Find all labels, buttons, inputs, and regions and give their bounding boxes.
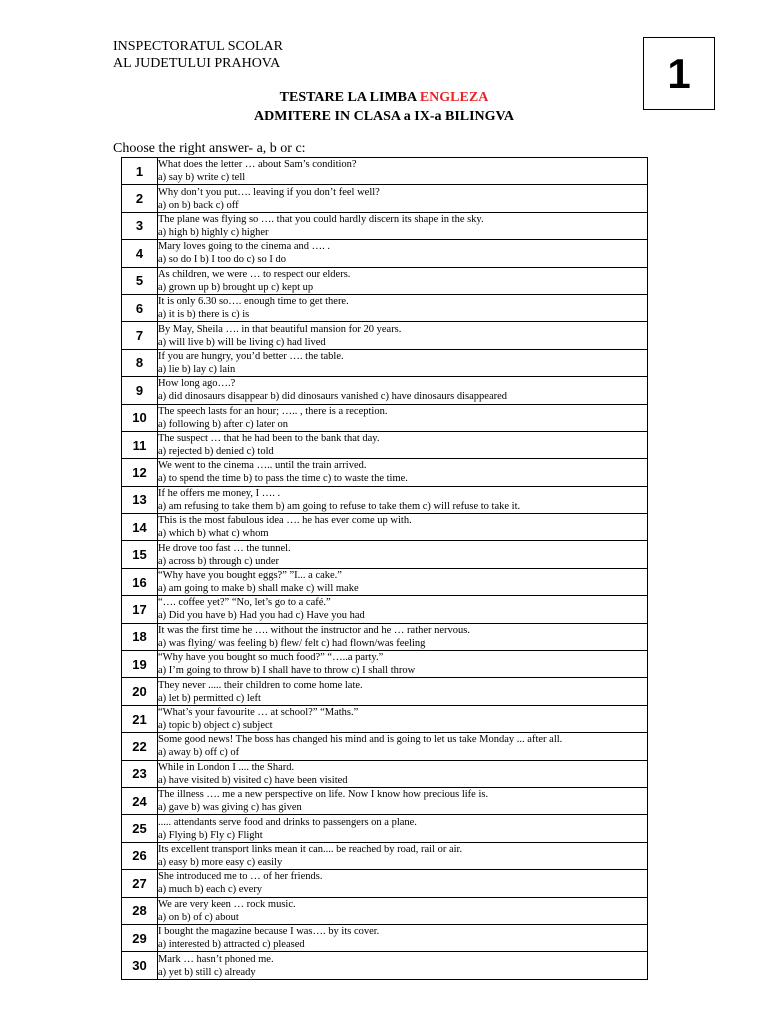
question-text: How long ago….? xyxy=(158,378,236,390)
question-row xyxy=(122,322,648,349)
answer-options: a) following b) after c) later on xyxy=(158,418,289,430)
institution-line-2: AL JUDETULUI PRAHOVA xyxy=(113,56,281,71)
question-cell xyxy=(158,733,648,760)
question-number: 15 xyxy=(122,541,158,568)
question-row xyxy=(122,596,648,623)
question-cell xyxy=(158,240,648,267)
question-row xyxy=(122,651,648,678)
answer-options: a) to spend the time b) to pass the time c) to waste the time. xyxy=(158,473,408,485)
question-text: ..... attendants serve food and drinks to passengers on a plane. xyxy=(158,816,417,828)
question-cell xyxy=(158,158,648,185)
question-row xyxy=(122,294,648,321)
question-row xyxy=(122,158,648,185)
question-row xyxy=(122,952,648,979)
question-row xyxy=(122,733,648,760)
question-row xyxy=(122,404,648,431)
question-number: 22 xyxy=(122,733,158,760)
title-accent: ENGLEZA xyxy=(419,90,489,105)
question-row xyxy=(122,623,648,650)
answer-options: a) it is b) there is c) is xyxy=(158,309,250,321)
answer-options: a) was flying/ was feeling b) flew/ felt c) had flown/was feeling xyxy=(158,637,426,649)
question-number: 29 xyxy=(122,924,158,951)
question-cell xyxy=(158,267,648,294)
title-line-1 xyxy=(0,89,768,106)
question-cell xyxy=(158,294,648,321)
question-number: 11 xyxy=(122,431,158,458)
question-text: Why don’t you put…. leaving if you don’t feel well? xyxy=(158,186,380,198)
answer-options: a) Did you have b) Had you had c) Have you had xyxy=(158,610,365,622)
answer-options: a) so do I b) I too do c) so I do xyxy=(158,254,287,266)
answer-options: a) grown up b) brought up c) kept up xyxy=(158,281,314,293)
answer-options: a) on b) back c) off xyxy=(158,199,239,211)
answer-options: a) am refusing to take them b) am going to refuse to take them c) will refuse to take it. xyxy=(158,500,521,512)
question-text: I bought the magazine because I was…. by its cover. xyxy=(158,926,380,938)
question-cell xyxy=(158,705,648,732)
question-cell xyxy=(158,322,648,349)
question-cell xyxy=(158,760,648,787)
question-cell xyxy=(158,185,648,212)
question-number: 27 xyxy=(122,870,158,897)
question-text: Mark … hasn’t phoned me. xyxy=(158,953,274,965)
question-number: 26 xyxy=(122,842,158,869)
question-row xyxy=(122,924,648,951)
question-text: They never ..... their children to come home late. xyxy=(158,679,363,691)
question-row xyxy=(122,541,648,568)
question-row xyxy=(122,349,648,376)
question-row xyxy=(122,760,648,787)
question-text: If he offers me money, I …. . xyxy=(158,487,281,499)
answer-options: a) rejected b) denied c) told xyxy=(158,446,274,458)
question-cell xyxy=(158,459,648,486)
question-row xyxy=(122,267,648,294)
question-text: “What’s your favourite … at school?” “Maths.” xyxy=(158,707,359,718)
question-number: 16 xyxy=(122,568,158,595)
question-cell xyxy=(158,678,648,705)
question-cell xyxy=(158,514,648,541)
question-number: 25 xyxy=(122,815,158,842)
question-cell xyxy=(158,404,648,431)
question-cell xyxy=(158,787,648,814)
answer-options: a) did dinosaurs disappear b) did dinosaurs vanished c) have dinosaurs disappeared xyxy=(158,391,508,403)
answer-options: a) have visited b) visited c) have been visited xyxy=(158,774,348,786)
question-text: The suspect … that he had been to the bank that day. xyxy=(158,433,380,445)
title-prefix: TESTARE LA LIMBA xyxy=(279,90,417,105)
question-number: 30 xyxy=(122,952,158,979)
question-text: Mary loves going to the cinema and …. . xyxy=(158,241,331,253)
question-list xyxy=(122,158,648,980)
answer-options: a) I’m going to throw b) I shall have to throw c) I shall throw xyxy=(158,665,416,677)
question-cell xyxy=(158,377,648,404)
question-text: It was the first time he …. without the instructor and he … rather nervous. xyxy=(158,624,471,636)
question-text: Its excellent transport links mean it can.... be reached by road, rail or air. xyxy=(158,843,463,855)
question-number: 21 xyxy=(122,705,158,732)
answer-options: a) say b) write c) tell xyxy=(158,172,246,184)
question-number: 2 xyxy=(122,185,158,212)
question-text: We are very keen … rock music. xyxy=(158,898,296,910)
question-cell xyxy=(158,349,648,376)
question-text: While in London I .... the Shard. xyxy=(158,761,295,773)
answer-options: a) Flying b) Fly c) Flight xyxy=(158,829,263,841)
answer-options: a) gave b) was giving c) has given xyxy=(158,802,302,814)
test-number-box: 1 xyxy=(643,37,715,110)
question-cell xyxy=(158,486,648,513)
question-cell xyxy=(158,924,648,951)
question-cell xyxy=(158,897,648,924)
question-text: He drove too fast … the tunnel. xyxy=(158,542,291,554)
question-row xyxy=(122,431,648,458)
answer-options: a) lie b) lay c) lain xyxy=(158,363,236,375)
question-number: 9 xyxy=(122,377,158,404)
question-number: 19 xyxy=(122,651,158,678)
answer-options: a) topic b) object c) subject xyxy=(158,720,273,731)
question-text: She introduced me to … of her friends. xyxy=(158,871,323,883)
answer-options: a) am going to make b) shall make c) will make xyxy=(158,583,359,595)
answer-options: a) much b) each c) every xyxy=(158,884,263,896)
question-number: 5 xyxy=(122,267,158,294)
question-number: 28 xyxy=(122,897,158,924)
question-row xyxy=(122,705,648,732)
institution-line-1: INSPECTORATUL SCOLAR xyxy=(113,39,283,54)
question-cell xyxy=(158,568,648,595)
answer-options: a) high b) highly c) higher xyxy=(158,226,269,238)
question-row xyxy=(122,240,648,267)
answer-options: a) on b) of c) about xyxy=(158,911,239,923)
question-text: The speech lasts for an hour; ….. , there is a reception. xyxy=(158,405,388,417)
question-row xyxy=(122,678,648,705)
question-cell xyxy=(158,870,648,897)
question-number: 3 xyxy=(122,212,158,239)
question-row xyxy=(122,459,648,486)
instructions: Choose the right answer- a, b or c: xyxy=(113,141,306,156)
question-row xyxy=(122,897,648,924)
question-cell xyxy=(158,651,648,678)
question-cell xyxy=(158,623,648,650)
question-row xyxy=(122,514,648,541)
question-text: The illness …. me a new perspective on life. Now I know how precious life is. xyxy=(158,789,489,801)
answer-options: a) which b) what c) whom xyxy=(158,528,269,540)
question-cell xyxy=(158,541,648,568)
question-text: If you are hungry, you’d better …. the table. xyxy=(158,350,344,362)
question-cell xyxy=(158,952,648,979)
question-text: The plane was flying so …. that you could hardly discern its shape in the sky. xyxy=(158,213,484,225)
question-number: 20 xyxy=(122,678,158,705)
question-table xyxy=(121,157,648,980)
question-text: By May, Sheila …. in that beautiful mansion for 20 years. xyxy=(158,323,402,335)
question-text: Some good news! The boss has changed his mind and is going to let us take Monday ... after all. xyxy=(158,734,563,746)
answer-options: a) yet b) still c) already xyxy=(158,966,256,978)
question-number: 13 xyxy=(122,486,158,513)
question-number: 7 xyxy=(122,322,158,349)
question-text: As children, we were … to respect our elders. xyxy=(158,268,351,280)
question-text: It is only 6.30 so…. enough time to get there. xyxy=(158,296,349,308)
title-line-2: ADMITERE IN CLASA a IX-a BILINGVA xyxy=(254,109,514,124)
question-number: 18 xyxy=(122,623,158,650)
question-number: 14 xyxy=(122,514,158,541)
question-row xyxy=(122,787,648,814)
question-number: 12 xyxy=(122,459,158,486)
question-number: 4 xyxy=(122,240,158,267)
question-cell xyxy=(158,212,648,239)
question-text: “Why have you bought eggs?” ”I... a cake.” xyxy=(158,570,342,582)
question-row xyxy=(122,815,648,842)
question-number: 10 xyxy=(122,404,158,431)
question-cell xyxy=(158,815,648,842)
question-number: 24 xyxy=(122,787,158,814)
answer-options: a) easy b) more easy c) easily xyxy=(158,856,283,868)
question-number: 1 xyxy=(122,158,158,185)
question-number: 17 xyxy=(122,596,158,623)
question-row xyxy=(122,842,648,869)
question-row xyxy=(122,870,648,897)
question-number: 6 xyxy=(122,294,158,321)
answer-options: a) will live b) will be living c) had lived xyxy=(158,336,326,348)
answer-options: a) interested b) attracted c) pleased xyxy=(158,939,305,951)
question-row xyxy=(122,568,648,595)
question-row xyxy=(122,212,648,239)
question-text: This is the most fabulous idea …. he has ever come up with. xyxy=(158,515,412,527)
answer-options: a) across b) through c) under xyxy=(158,555,279,567)
question-cell xyxy=(158,842,648,869)
question-row xyxy=(122,486,648,513)
question-row xyxy=(122,377,648,404)
question-row xyxy=(122,185,648,212)
question-cell xyxy=(158,596,648,623)
question-number: 23 xyxy=(122,760,158,787)
question-text: What does the letter … about Sam’s condition? xyxy=(158,159,357,171)
question-text: “…. coffee yet?” “No, let’s go to a café.” xyxy=(158,597,331,609)
question-text: “Why have you bought so much food?” “…..a party.” xyxy=(158,652,384,664)
answer-options: a) away b) off c) of xyxy=(158,747,240,759)
question-text: We went to the cinema ….. until the train arrived. xyxy=(158,460,367,472)
answer-options: a) let b) permitted c) left xyxy=(158,692,261,704)
question-cell xyxy=(158,431,648,458)
question-number: 8 xyxy=(122,349,158,376)
